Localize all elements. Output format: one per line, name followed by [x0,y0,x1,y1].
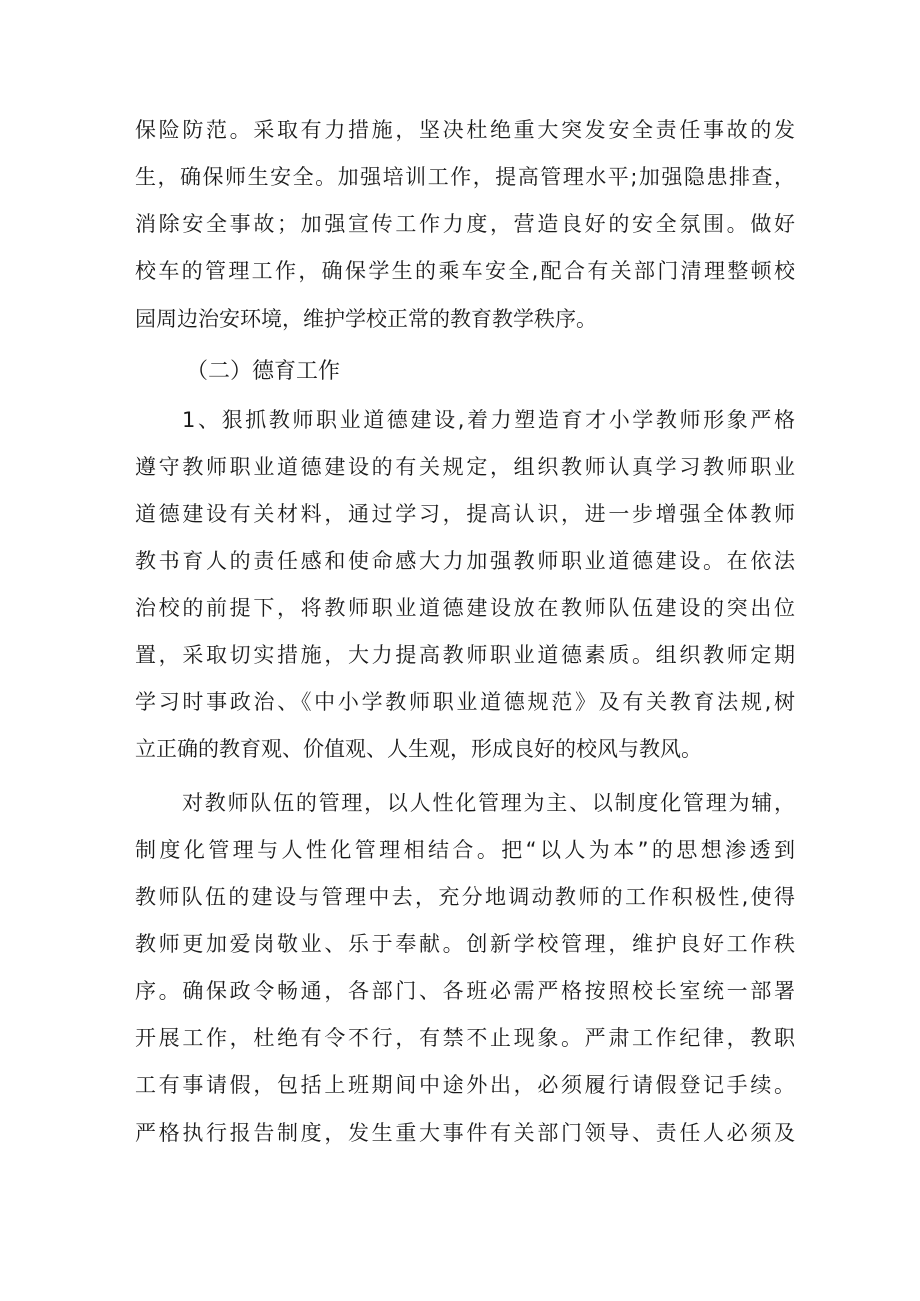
paragraph-line: 1、狠抓教师职业道德建设,着力塑造育才小学教师形象严格 [182,408,795,432]
paragraph-line: 消除安全事故；加强宣传工作力度，营造良好的安全氛围。做好 [135,212,795,236]
paragraph-line: 立正确的教育观、价值观、人生观，形成良好的校风与教风。 [135,737,702,761]
paragraph-line: 校车的管理工作，确保学生的乘车安全,配合有关部门清理整顿校 [135,259,795,283]
paragraph-line: 保险防范。采取有力措施，坚决杜绝重大突发安全责任事故的发 [135,118,795,142]
paragraph-line: 生，确保师生安全。加强培训工作，提高管理水平;加强隐患排查， [135,165,795,189]
paragraph-line: 园周边治安环境，维护学校正常的教育教学秩序。 [135,307,597,331]
paragraph-line: 治校的前提下，将教师职业道德建设放在教师队伍建设的突出位 [135,596,795,620]
paragraph-line: 对教师队伍的管理，以人性化管理为主、以制度化管理为辅， [182,791,795,815]
paragraph-line: 开展工作，杜绝有令不行，有禁不止现象。严肃工作纪律，教职 [135,1026,795,1050]
paragraph-line: 道德建设有关材料，通过学习，提高认识，进一步增强全体教师 [135,502,795,526]
paragraph-line: 序。确保政令畅通，各部门、各班必需严格按照校长室统一部署 [135,979,795,1003]
paragraph-line: 严格执行报告制度，发生重大事件有关部门领导、责任人必须及 [135,1121,795,1145]
paragraph-line: 置，采取切实措施，大力提高教师职业道德素质。组织教师定期 [135,643,795,667]
paragraph-line: 遵守教师职业道德建设的有关规定，组织教师认真学习教师职业 [135,455,795,479]
paragraph-line: 工有事请假，包括上班期间中途外出，必须履行请假登记手续。 [135,1073,795,1097]
paragraph-line: 制度化管理与人性化管理相结合。把“以人为本”的思想渗透到 [135,838,795,862]
paragraph-line: 教书育人的责任感和使命感大力加强教师职业道德建设。在依法 [135,549,795,573]
paragraph-line: 教师队伍的建设与管理中去，充分地调动教师的工作积极性,使得 [135,885,795,909]
paragraph-line: 学习时事政治、《中小学教师职业道德规范》及有关教育法规,树 [135,690,795,714]
section-heading: （二）德育工作 [186,359,341,384]
paragraph-line: 教师更加爱岗敬业、乐于奉献。创新学校管理，维护良好工作秩 [135,932,795,956]
